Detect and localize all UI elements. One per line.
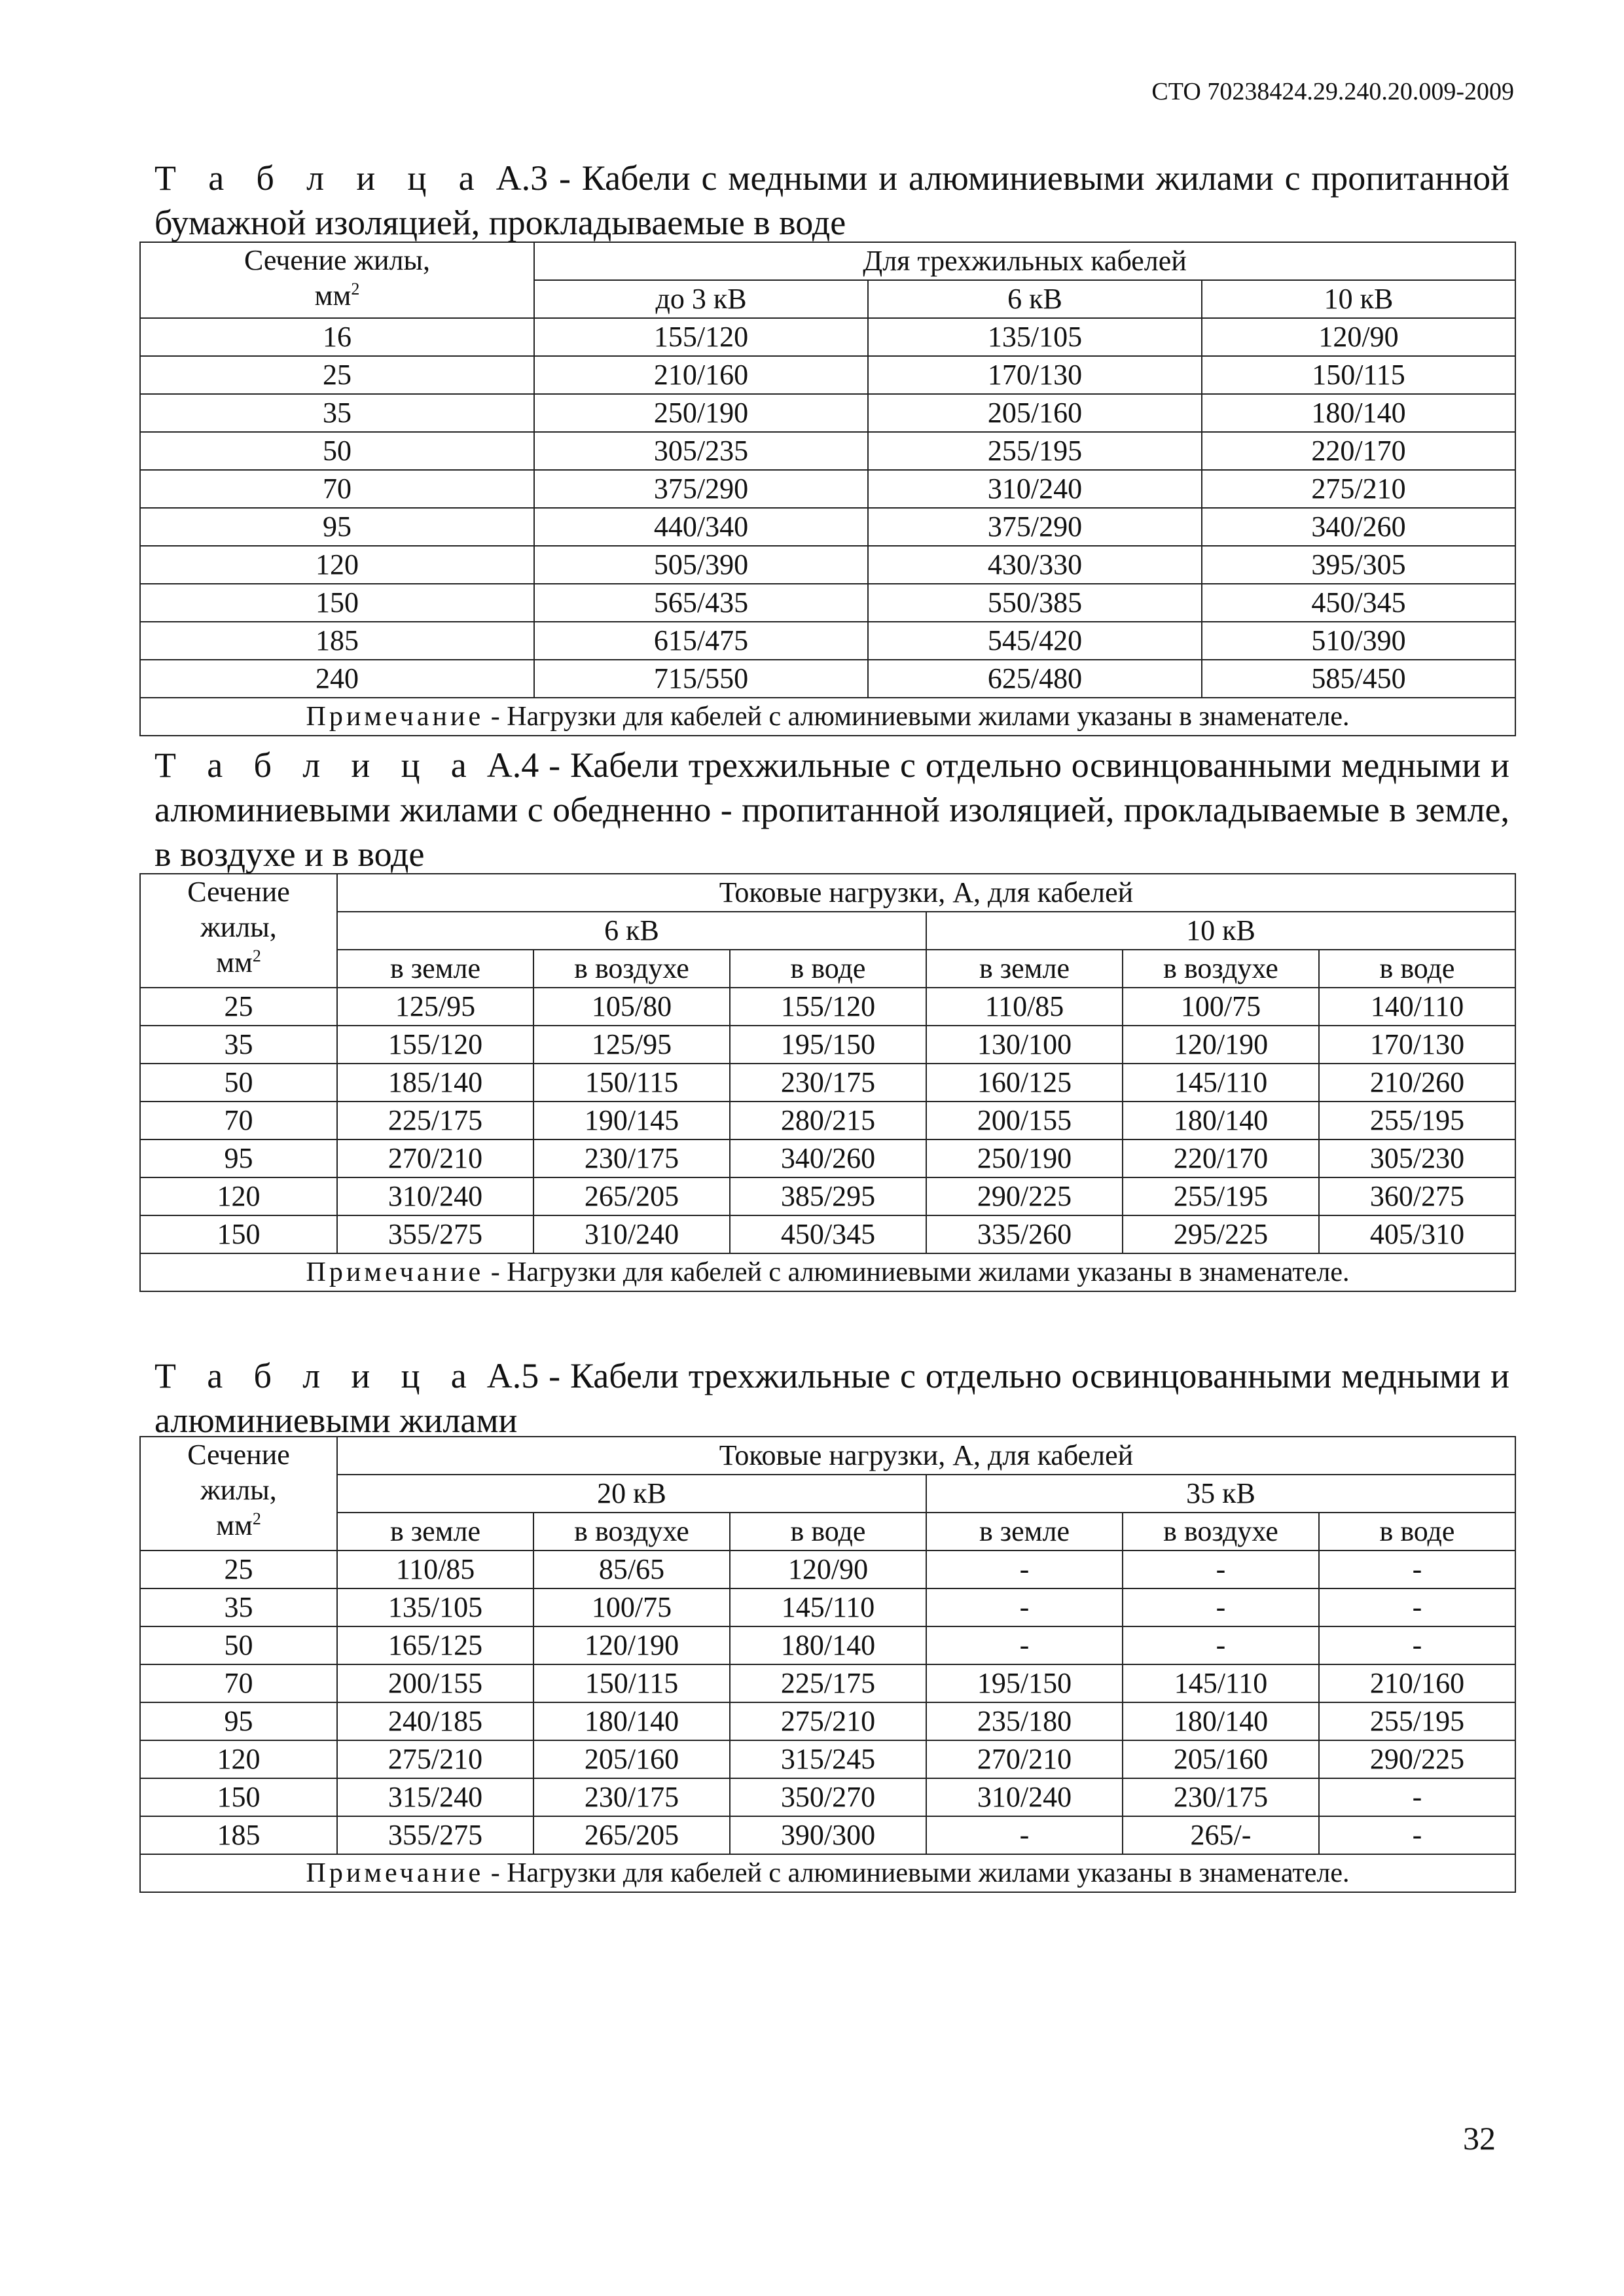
table-row xyxy=(140,1064,1515,1102)
table-row xyxy=(140,546,1515,584)
table-a3-caption-text: А.3 - Кабели с медными и алюминиевыми жилами с пропитанной бумажной изоляцией, прокладываемые в воде xyxy=(154,158,1510,242)
value-cell: 120/90 xyxy=(1202,318,1515,356)
value-cell: - xyxy=(1319,1778,1515,1816)
value-cell: 290/225 xyxy=(926,1177,1123,1215)
section-cell: 50 xyxy=(140,432,534,470)
value-cell: 150/115 xyxy=(533,1064,730,1102)
section-cell: 240 xyxy=(140,660,534,698)
value-cell: 220/170 xyxy=(1202,432,1515,470)
table-note-label: Примечание xyxy=(306,1858,484,1888)
value-cell: 255/195 xyxy=(1123,1177,1319,1215)
value-cell: 100/75 xyxy=(1123,988,1319,1026)
value-cell: 180/140 xyxy=(730,1626,926,1664)
value-cell: 145/110 xyxy=(730,1588,926,1626)
value-cell: 195/150 xyxy=(926,1664,1123,1702)
table-a5-group-header: Токовые нагрузки, А, для кабелей xyxy=(337,1437,1515,1475)
table-note-label: Примечание xyxy=(306,1257,484,1287)
section-cell: 95 xyxy=(140,1139,337,1177)
table-a4-voltage-header: 10 кВ xyxy=(926,912,1515,950)
value-cell: - xyxy=(926,1626,1123,1664)
value-cell: 135/105 xyxy=(868,318,1202,356)
value-cell: 180/140 xyxy=(533,1702,730,1740)
value-cell: 185/140 xyxy=(337,1064,533,1102)
value-cell: 275/210 xyxy=(1202,470,1515,508)
table-a5-section-header-line2: жилы, xyxy=(200,1474,277,1506)
table-note-label: Примечание xyxy=(306,702,484,732)
table-a3-section-header xyxy=(140,242,534,318)
table-a3-col-header: до 3 кВ xyxy=(534,280,868,318)
table-row xyxy=(140,1139,1515,1177)
value-cell: 360/275 xyxy=(1319,1177,1515,1215)
value-cell: 135/105 xyxy=(337,1588,533,1626)
section-cell: 70 xyxy=(140,1664,337,1702)
value-cell: 150/115 xyxy=(1202,356,1515,394)
value-cell: 100/75 xyxy=(533,1588,730,1626)
section-cell: 16 xyxy=(140,318,534,356)
value-cell: 405/310 xyxy=(1319,1215,1515,1253)
value-cell: 120/90 xyxy=(730,1551,926,1588)
table-a4-header-row-2 xyxy=(140,912,1515,950)
table-row xyxy=(140,1626,1515,1664)
section-cell: 50 xyxy=(140,1064,337,1102)
table-a5 xyxy=(139,1436,1516,1893)
value-cell: 110/85 xyxy=(337,1551,533,1588)
value-cell: 305/235 xyxy=(534,432,868,470)
table-note-text: - Нагрузки для кабелей с алюминиевыми жилами указаны в знаменателе. xyxy=(484,1858,1350,1888)
value-cell: 265/205 xyxy=(533,1177,730,1215)
value-cell: 205/160 xyxy=(533,1740,730,1778)
value-cell: 310/240 xyxy=(926,1778,1123,1816)
table-row xyxy=(140,470,1515,508)
section-cell: 150 xyxy=(140,1778,337,1816)
table-row xyxy=(140,1026,1515,1064)
table-a5-col-header: в воде xyxy=(1319,1513,1515,1551)
section-cell: 150 xyxy=(140,584,534,622)
value-cell: 390/300 xyxy=(730,1816,926,1854)
value-cell: 585/450 xyxy=(1202,660,1515,698)
section-cell: 70 xyxy=(140,1102,337,1139)
value-cell: 565/435 xyxy=(534,584,868,622)
table-a4-voltage-header: 6 кВ xyxy=(337,912,926,950)
section-cell: 95 xyxy=(140,508,534,546)
table-row xyxy=(140,660,1515,698)
table-a3-section-header-sup: 2 xyxy=(351,279,360,298)
value-cell: 230/175 xyxy=(1123,1778,1319,1816)
value-cell: 145/110 xyxy=(1123,1064,1319,1102)
section-cell: 25 xyxy=(140,988,337,1026)
value-cell: 715/550 xyxy=(534,660,868,698)
table-note xyxy=(140,698,1515,736)
table-a5-col-header: в воде xyxy=(730,1513,926,1551)
table-a4-header-row-1 xyxy=(140,874,1515,912)
value-cell: 225/175 xyxy=(337,1102,533,1139)
table-row xyxy=(140,1588,1515,1626)
value-cell: 270/210 xyxy=(337,1139,533,1177)
note-row xyxy=(140,1253,1515,1291)
value-cell: - xyxy=(1319,1551,1515,1588)
table-row xyxy=(140,1551,1515,1588)
value-cell: - xyxy=(1319,1626,1515,1664)
value-cell: 200/155 xyxy=(926,1102,1123,1139)
value-cell: 550/385 xyxy=(868,584,1202,622)
value-cell: 85/65 xyxy=(533,1551,730,1588)
table-a5-section-header xyxy=(140,1437,337,1551)
section-cell: 120 xyxy=(140,1177,337,1215)
note-row xyxy=(140,1854,1515,1892)
section-cell: 120 xyxy=(140,1740,337,1778)
table-row xyxy=(140,622,1515,660)
table-a5-section-header-unit: мм xyxy=(216,1509,253,1541)
table-note xyxy=(140,1253,1515,1291)
value-cell: 230/175 xyxy=(533,1778,730,1816)
value-cell: 120/190 xyxy=(1123,1026,1319,1064)
table-a4-col-header: в земле xyxy=(926,950,1123,988)
table-row xyxy=(140,356,1515,394)
table-a3-caption-label: Т а б л и ц а xyxy=(154,158,485,198)
value-cell: 310/240 xyxy=(868,470,1202,508)
value-cell: - xyxy=(1123,1626,1319,1664)
document-code: СТО 70238424.29.240.20.009-2009 xyxy=(1151,78,1514,105)
value-cell: 250/190 xyxy=(534,394,868,432)
value-cell: 250/190 xyxy=(926,1139,1123,1177)
table-a4-col-header: в воде xyxy=(1319,950,1515,988)
table-row xyxy=(140,318,1515,356)
table-a5-section-header-sup: 2 xyxy=(252,1509,261,1528)
value-cell: 220/170 xyxy=(1123,1139,1319,1177)
table-row xyxy=(140,1740,1515,1778)
value-cell: 255/195 xyxy=(1319,1702,1515,1740)
table-row xyxy=(140,432,1515,470)
value-cell: 280/215 xyxy=(730,1102,926,1139)
value-cell: 165/125 xyxy=(337,1626,533,1664)
table-a4-col-header: в воде xyxy=(730,950,926,988)
value-cell: 180/140 xyxy=(1123,1102,1319,1139)
value-cell: 335/260 xyxy=(926,1215,1123,1253)
table-row xyxy=(140,1102,1515,1139)
table-a4-section-header-unit: мм xyxy=(216,946,253,978)
value-cell: 615/475 xyxy=(534,622,868,660)
value-cell: 375/290 xyxy=(868,508,1202,546)
section-cell: 35 xyxy=(140,394,534,432)
value-cell: 450/345 xyxy=(730,1215,926,1253)
table-a3-col-header: 10 кВ xyxy=(1202,280,1515,318)
value-cell: 205/160 xyxy=(868,394,1202,432)
table-a5-caption xyxy=(154,1354,1509,1443)
value-cell: 120/190 xyxy=(533,1626,730,1664)
table-a3-header-row-1 xyxy=(140,242,1515,280)
value-cell: 230/175 xyxy=(730,1064,926,1102)
value-cell: - xyxy=(926,1816,1123,1854)
table-note-text: - Нагрузки для кабелей с алюминиевыми жилами указаны в знаменателе. xyxy=(484,1257,1350,1287)
table-a5-header-row-1 xyxy=(140,1437,1515,1475)
value-cell: 210/160 xyxy=(1319,1664,1515,1702)
section-cell: 35 xyxy=(140,1026,337,1064)
table-a3-caption xyxy=(154,156,1509,245)
value-cell: 625/480 xyxy=(868,660,1202,698)
table-a5-col-header: в воздухе xyxy=(533,1513,730,1551)
table-row xyxy=(140,1177,1515,1215)
value-cell: - xyxy=(926,1588,1123,1626)
table-row xyxy=(140,1215,1515,1253)
value-cell: 545/420 xyxy=(868,622,1202,660)
section-cell: 25 xyxy=(140,356,534,394)
value-cell: 395/305 xyxy=(1202,546,1515,584)
section-cell: 50 xyxy=(140,1626,337,1664)
section-cell: 35 xyxy=(140,1588,337,1626)
value-cell: 190/145 xyxy=(533,1102,730,1139)
value-cell: 205/160 xyxy=(1123,1740,1319,1778)
value-cell: 355/275 xyxy=(337,1816,533,1854)
table-a4-section-header-line1: Сечение xyxy=(187,876,290,908)
table-a3 xyxy=(139,242,1516,736)
value-cell: 270/210 xyxy=(926,1740,1123,1778)
table-a4-caption xyxy=(154,743,1509,876)
value-cell: 340/260 xyxy=(1202,508,1515,546)
table-a4-section-header-line2: жилы, xyxy=(200,911,277,943)
value-cell: 255/195 xyxy=(868,432,1202,470)
value-cell: 210/260 xyxy=(1319,1064,1515,1102)
table-row xyxy=(140,1702,1515,1740)
value-cell: 155/120 xyxy=(730,988,926,1026)
table-a4-caption-label: Т а б л и ц а xyxy=(154,745,477,785)
value-cell: 210/160 xyxy=(534,356,868,394)
value-cell: 155/120 xyxy=(337,1026,533,1064)
table-a5-voltage-header: 20 кВ xyxy=(337,1475,926,1513)
section-cell: 185 xyxy=(140,622,534,660)
table-a3-section-header-line1: Сечение жилы, xyxy=(244,244,431,276)
value-cell: 180/140 xyxy=(1202,394,1515,432)
table-a4-section-header xyxy=(140,874,337,988)
value-cell: 315/240 xyxy=(337,1778,533,1816)
value-cell: 155/120 xyxy=(534,318,868,356)
table-a5-voltage-header: 35 кВ xyxy=(926,1475,1515,1513)
value-cell: 315/245 xyxy=(730,1740,926,1778)
value-cell: 340/260 xyxy=(730,1139,926,1177)
value-cell: 125/95 xyxy=(337,988,533,1026)
value-cell: 430/330 xyxy=(868,546,1202,584)
table-a4-body xyxy=(140,874,1515,1291)
table-a4-section-header-sup: 2 xyxy=(252,946,261,965)
value-cell: - xyxy=(1319,1816,1515,1854)
value-cell: - xyxy=(1123,1588,1319,1626)
table-a4-col-header: в воздухе xyxy=(533,950,730,988)
table-row xyxy=(140,584,1515,622)
value-cell: 200/155 xyxy=(337,1664,533,1702)
value-cell: 310/240 xyxy=(533,1215,730,1253)
table-a3-group-header: Для трехжильных кабелей xyxy=(534,242,1515,280)
table-row xyxy=(140,1664,1515,1702)
value-cell: 290/225 xyxy=(1319,1740,1515,1778)
table-a4-group-header: Токовые нагрузки, А, для кабелей xyxy=(337,874,1515,912)
table-a3-col-header: 6 кВ xyxy=(868,280,1202,318)
value-cell: 385/295 xyxy=(730,1177,926,1215)
value-cell: 140/110 xyxy=(1319,988,1515,1026)
value-cell: 130/100 xyxy=(926,1026,1123,1064)
value-cell: 160/125 xyxy=(926,1064,1123,1102)
value-cell: 510/390 xyxy=(1202,622,1515,660)
section-cell: 120 xyxy=(140,546,534,584)
value-cell: 295/225 xyxy=(1123,1215,1319,1253)
table-a5-col-header: в земле xyxy=(337,1513,533,1551)
table-a5-header-row-3 xyxy=(140,1513,1515,1551)
value-cell: 195/150 xyxy=(730,1026,926,1064)
value-cell: 275/210 xyxy=(337,1740,533,1778)
value-cell: 255/195 xyxy=(1319,1102,1515,1139)
table-a5-col-header: в земле xyxy=(926,1513,1123,1551)
table-note xyxy=(140,1854,1515,1892)
value-cell: 105/80 xyxy=(533,988,730,1026)
table-a4-col-header: в земле xyxy=(337,950,533,988)
table-a3-section-header-unit: мм xyxy=(314,279,352,312)
value-cell: 265/- xyxy=(1123,1816,1319,1854)
table-a3-body xyxy=(140,242,1515,736)
table-a4-col-header: в воздухе xyxy=(1123,950,1319,988)
value-cell: 235/180 xyxy=(926,1702,1123,1740)
table-a5-col-header: в воздухе xyxy=(1123,1513,1319,1551)
page-number: 32 xyxy=(1463,2120,1496,2157)
value-cell: 305/230 xyxy=(1319,1139,1515,1177)
value-cell: 230/175 xyxy=(533,1139,730,1177)
value-cell: 180/140 xyxy=(1123,1702,1319,1740)
value-cell: 240/185 xyxy=(337,1702,533,1740)
section-cell: 150 xyxy=(140,1215,337,1253)
value-cell: 150/115 xyxy=(533,1664,730,1702)
table-a5-caption-text: А.5 - Кабели трехжильные с отдельно освинцованными медными и алюминиевыми жилами xyxy=(154,1356,1509,1440)
table-row xyxy=(140,1816,1515,1854)
value-cell: 170/130 xyxy=(1319,1026,1515,1064)
value-cell: - xyxy=(1123,1551,1319,1588)
table-row xyxy=(140,508,1515,546)
table-a5-header-row-2 xyxy=(140,1475,1515,1513)
section-cell: 95 xyxy=(140,1702,337,1740)
table-row xyxy=(140,1778,1515,1816)
value-cell: 125/95 xyxy=(533,1026,730,1064)
table-row xyxy=(140,394,1515,432)
value-cell: 225/175 xyxy=(730,1664,926,1702)
value-cell: 350/270 xyxy=(730,1778,926,1816)
value-cell: 310/240 xyxy=(337,1177,533,1215)
note-row xyxy=(140,698,1515,736)
section-cell: 70 xyxy=(140,470,534,508)
table-row xyxy=(140,988,1515,1026)
table-a5-caption-label: Т а б л и ц а xyxy=(154,1356,477,1395)
value-cell: 450/345 xyxy=(1202,584,1515,622)
value-cell: 275/210 xyxy=(730,1702,926,1740)
table-a4-caption-text: А.4 - Кабели трехжильные с отдельно освинцованными медными и алюминиевыми жилами с обедненно - пропитанной изоляцией, прокладываемые в земле, в воздухе и в воде xyxy=(154,745,1509,874)
value-cell: 355/275 xyxy=(337,1215,533,1253)
value-cell: - xyxy=(1319,1588,1515,1626)
value-cell: - xyxy=(926,1551,1123,1588)
value-cell: 170/130 xyxy=(868,356,1202,394)
value-cell: 505/390 xyxy=(534,546,868,584)
table-note-text: - Нагрузки для кабелей с алюминиевыми жилами указаны в знаменателе. xyxy=(484,702,1350,732)
value-cell: 110/85 xyxy=(926,988,1123,1026)
section-cell: 25 xyxy=(140,1551,337,1588)
value-cell: 145/110 xyxy=(1123,1664,1319,1702)
table-a4-header-row-3 xyxy=(140,950,1515,988)
value-cell: 375/290 xyxy=(534,470,868,508)
table-a5-body xyxy=(140,1437,1515,1892)
value-cell: 440/340 xyxy=(534,508,868,546)
table-a4 xyxy=(139,873,1516,1292)
value-cell: 265/205 xyxy=(533,1816,730,1854)
table-a5-section-header-line1: Сечение xyxy=(187,1439,290,1471)
section-cell: 185 xyxy=(140,1816,337,1854)
